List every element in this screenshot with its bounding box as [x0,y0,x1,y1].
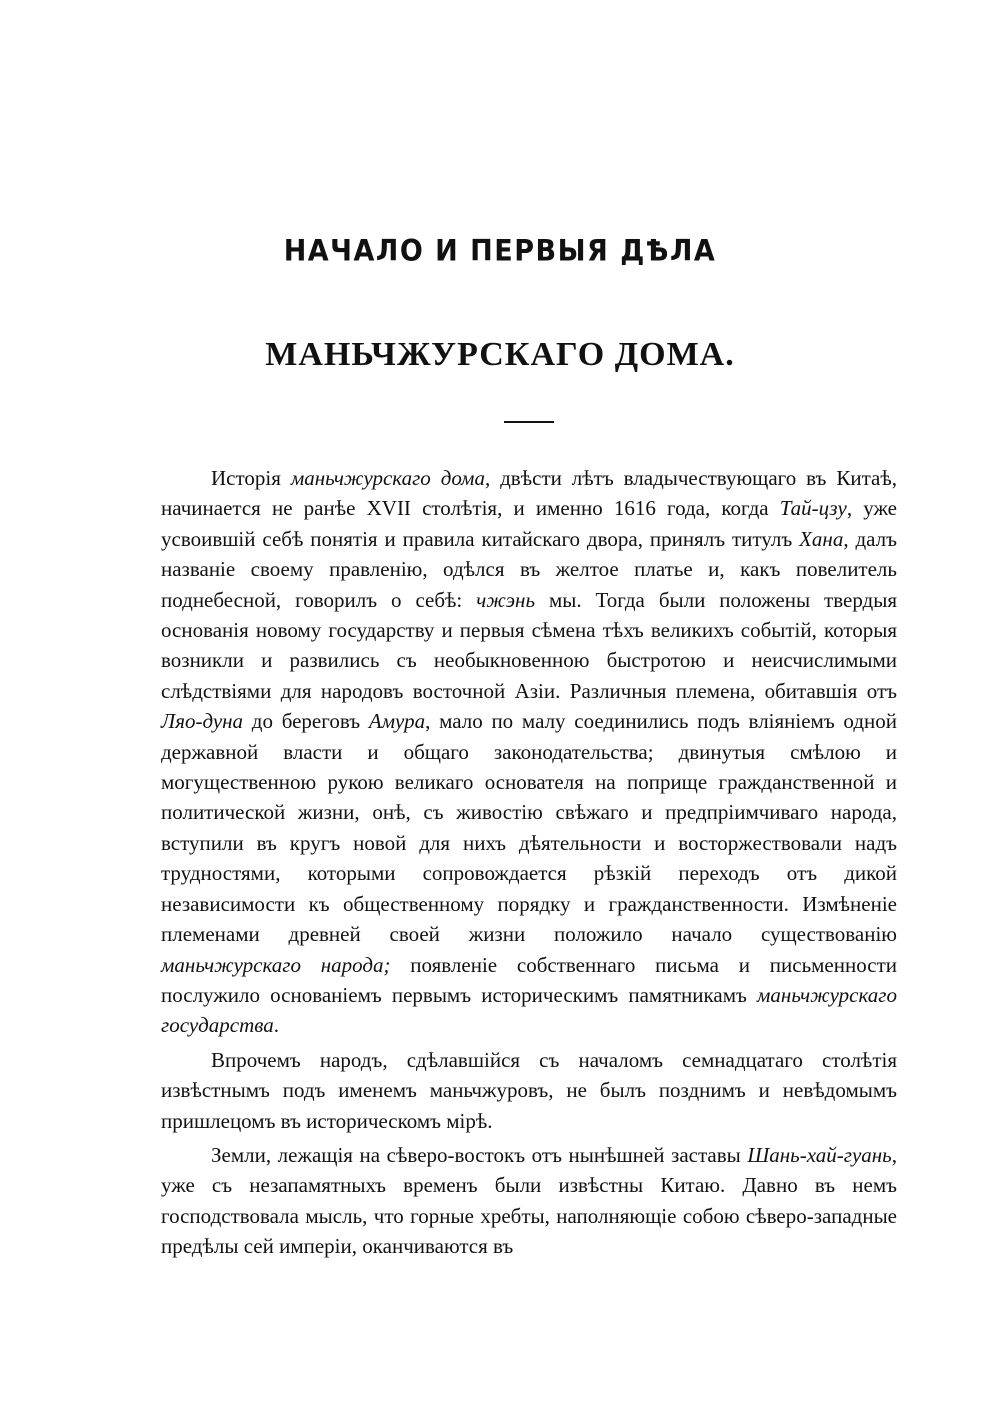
italic-span: маньчжурскаго народа; [161,952,391,977]
chapter-title-line-2: МАНЬЧЖУРСКАГО ДОМА. [265,336,735,373]
title-divider [504,421,554,423]
italic-span: Амура [368,709,426,734]
text-span: . [273,1013,279,1038]
text-span: Земли, лежащія на сѣверо-востокъ отъ нынѣшней заставы [211,1142,748,1167]
italic-span: маньчжурскаго дома [290,466,485,490]
body-text [161,463,897,1262]
italic-span: Тай-цзу [779,496,847,521]
paragraph [161,1045,897,1136]
italic-span: Ляо-дуна [161,709,244,734]
text-span: Исторія [211,466,291,490]
text-span: до береговъ [243,709,369,734]
text-span: , уже усвоившій себѣ понятія и правила китайскаго двора, принялъ титулъ [161,496,897,551]
text-span: , далъ названіе своему правленію, одѣлся въ желтое платье и, какъ повелитель поднебесной, говорилъ о себѣ: [161,526,897,612]
italic-span: Хана [799,526,844,551]
text-span: Впрочемъ народъ, сдѣлавшійся съ началомъ семнадцатаго столѣтія извѣстнымъ подъ именемъ маньчжуровъ, не былъ позднимъ и невѣдомымъ пришлецомъ въ историческомъ мірѣ. [161,1047,897,1133]
italic-span: Шань-хай-гуань [747,1142,892,1167]
text-span: мы. Тогда были положены твердыя основанія новому государству и первыя сѣмена тѣхъ великихъ событій, которыя возникли и развились съ необыкновенною быстротою и неисчислимыми слѣдствіями для народовъ восточной Азіи. Различныя племена, обитавшія отъ [161,587,897,703]
text-span: появленіе собственнаго письма и письменности послужило основаніемъ первымъ историческимъ памятникамъ [161,952,897,1007]
italic-span: чжэнь [476,587,536,612]
text-span: , мало по малу соединились подъ вліяніемъ одной державной власти и общаго законодательства; двинутыя смѣлою и могущественною рукою великаго основателя на поприще гражданственной и политической жизни, онѣ, съ живостію свѣжаго и предпріимчиваго народа, вступили въ кругъ новой для нихъ дѣятельности и восторжествовали надъ трудностями, которыми сопровождается рѣзкій переходъ отъ дикой независимости къ общественному порядку и гражданственности. Измѣненіе племенами древней своей жизни положило начало существованію [161,709,897,947]
italic-span: маньчжурскаго государства [161,982,897,1038]
paragraph [161,463,897,1041]
paragraph [161,1140,897,1262]
text-span: , уже съ незапамятныхъ временъ были извѣстны Китаю. Давно въ немъ господствовала мысль, что горные хребты, наполняющіе собою сѣверо-западные предѣлы сей имперіи, оканчиваются въ [161,1142,897,1259]
chapter-title-line-1: НАЧАЛО И ПЕРВЫЯ ДѢЛА [283,234,717,269]
text-span: , двѣсти лѣтъ владычествующаго въ Китаѣ, начинается не ранѣе XVII столѣтія, и именно 1616 года, когда [161,466,897,521]
